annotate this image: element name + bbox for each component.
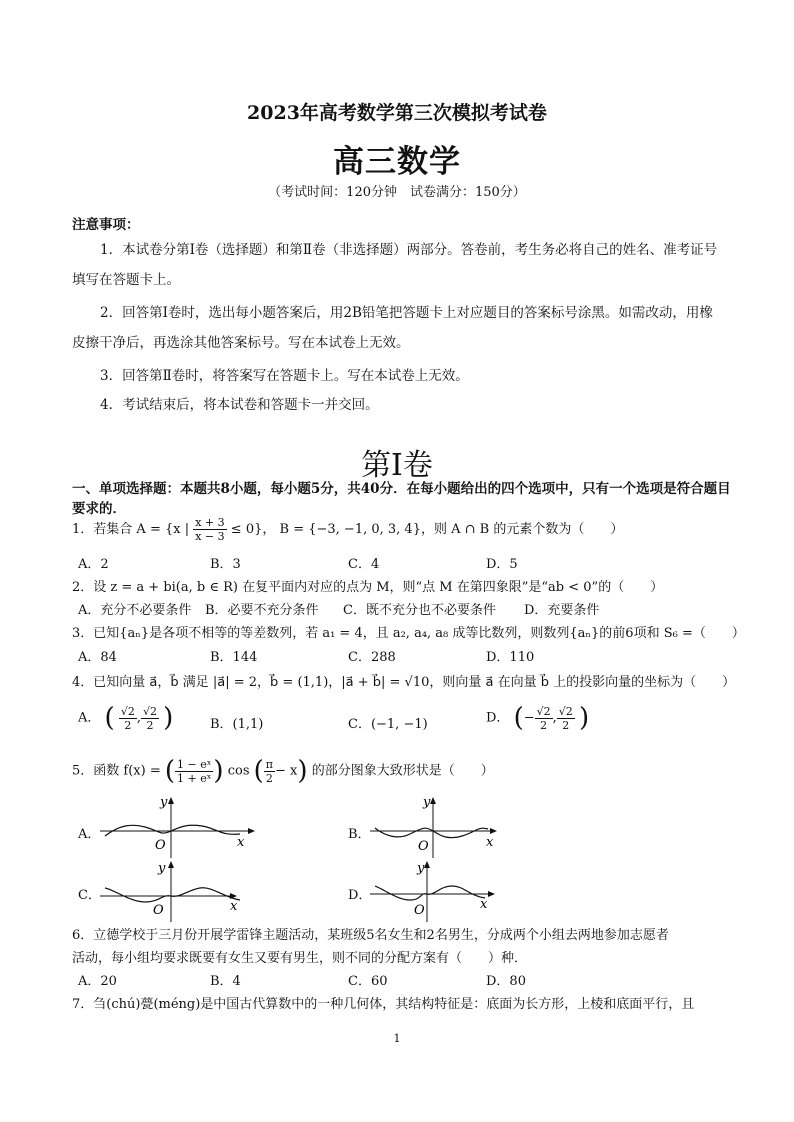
paren-open: (: [164, 756, 176, 786]
y-axis-arrow-icon: [424, 861, 430, 868]
graph-b: [370, 796, 530, 860]
q5-cos: cos: [227, 763, 250, 779]
paren-close: ): [578, 703, 590, 733]
y-label: y: [417, 861, 425, 876]
paren-close: ): [163, 703, 174, 733]
frac-den: 2: [146, 718, 154, 732]
q4-option-d: [486, 703, 589, 733]
exam-info: （考试时间：120分钟 试卷满分：150分）: [268, 185, 526, 200]
q6-option-d: D．80: [486, 974, 526, 989]
question-6-line-2: 活动，每小组均要求既要有女生又要有男生，则不同的分配方案有（ ）种．: [72, 951, 528, 966]
origin-label: O: [153, 903, 164, 918]
question-7: 7．刍(chú)甍(méng)是中国古代算数中的一种几何体，其结构特征是：底面为长方形，上棱和底面平行，且: [72, 997, 695, 1012]
question-6-line-1: 6．立德学校于三月份开展学雷锋主题活动，某班级5名女生和2名男生，分成两个小组去两地参加志愿者: [72, 928, 669, 943]
q1-option-b: B．3: [210, 557, 241, 572]
q6-option-b: B．4: [210, 974, 241, 989]
paren-open: (: [104, 703, 115, 733]
minus-sign: −: [523, 710, 535, 726]
y-label: y: [423, 796, 431, 810]
q4-opt-a-label: A．: [78, 710, 101, 726]
q4-a-frac2: [141, 705, 159, 732]
frac-den: 2: [562, 718, 570, 732]
graph-d-label: D．: [348, 888, 372, 903]
q3-option-b: B．144: [210, 650, 258, 665]
page-number: 1: [393, 1032, 401, 1045]
frac-num: √2: [142, 704, 157, 718]
q5-tail: 的部分图象大致形状是（ ）: [311, 763, 494, 779]
comma: ,: [552, 710, 557, 726]
q5-pi-frac: [264, 758, 275, 785]
q4-a-frac1: [119, 705, 137, 732]
graph-b-label: B．: [348, 827, 371, 842]
frac-num: √2: [536, 704, 551, 718]
q4-option-b: B．(1,1): [210, 717, 264, 732]
pi-den: 2: [265, 771, 273, 785]
exam-subtitle: 高三数学: [333, 144, 461, 180]
graph-a-label: A．: [78, 827, 101, 842]
q5-minus-x: − x: [275, 763, 298, 779]
graph-a: [100, 796, 260, 860]
y-axis-arrow-icon: [168, 861, 174, 868]
q2-option-b: B．必要不充分条件: [205, 603, 319, 618]
curve: [375, 886, 485, 900]
frac-den: 2: [540, 718, 548, 732]
q3-option-d: D．110: [486, 650, 535, 665]
paren-close: ): [297, 756, 308, 786]
x-axis-arrow-icon: [490, 828, 497, 834]
q6-option-a: A．20: [78, 974, 117, 989]
q5-frac-den: 1 + eˣ: [177, 771, 212, 785]
question-3: 3．已知{aₙ}是各项不相等的等差数列，若 a₁ = 4，且 a₂, a₄, a₈ 成等比数列，则数列{aₙ}的前6项和 S₆ =（ ）: [72, 626, 745, 641]
notice-heading: 注意事项：: [72, 217, 140, 233]
y-axis-arrow-icon: [168, 797, 174, 804]
origin-label: O: [155, 838, 166, 853]
paren-close: ): [213, 756, 224, 786]
frac-num: √2: [558, 704, 573, 718]
q4-d-frac1: [535, 705, 553, 732]
q1-option-d: D．5: [486, 557, 518, 572]
exam-title: 2023年高考数学第三次模拟考试卷: [247, 102, 547, 124]
q4-opt-d-label: D．: [486, 710, 510, 726]
x-axis-arrow-icon: [248, 828, 255, 834]
x-label: x: [480, 897, 488, 912]
q1-option-c: C．4: [348, 557, 380, 572]
q5-fraction: [175, 758, 213, 785]
q5-lead: 5．函数: [72, 763, 120, 779]
q1-set-a-lead: A = {x |: [136, 522, 190, 537]
question-2: 2．设 z = a + bi(a, b ∈ R) 在复平面内对应的点为 M，则“点 M 在第四象限”是“ab < 0”的（ ）: [72, 580, 664, 595]
origin-label: O: [418, 839, 429, 854]
graph-c-label: C．: [78, 888, 101, 903]
q4-d-frac2: [557, 705, 575, 732]
graph-d: [370, 860, 530, 924]
frac-den: 2: [124, 718, 132, 732]
notice-item-4: 4．考试结束后，将本试卷和答题卡一并交回。: [100, 397, 379, 413]
q1-frac-num: x + 3: [195, 516, 225, 529]
pi-num: π: [265, 757, 274, 771]
graph-c: [100, 860, 260, 924]
paren-open: (: [513, 703, 524, 733]
y-label: y: [158, 861, 166, 876]
q1-fraction: [193, 516, 226, 543]
q2-option-a: A．充分不必要条件: [78, 603, 192, 618]
q1-prefix: 1．若集合: [72, 522, 133, 537]
comma: ,: [136, 710, 141, 726]
notice-item-3: 3．回答第Ⅱ卷时，将答案写在答题卡上。写在本试卷上无效。: [100, 368, 469, 384]
q1-option-a: A．2: [78, 557, 109, 572]
q1-set-a-tail: ≤ 0}，: [230, 522, 276, 537]
question-1: [72, 516, 623, 543]
q4-option-c: C．(−1, −1): [348, 717, 428, 732]
paren-open: (: [253, 756, 264, 786]
question-5: [72, 756, 494, 786]
notice-item-2: 2．回答第Ⅰ卷时，选出每小题答案后，用2B铅笔把答题卡上对应题目的答案标号涂黑。如需改动，用橡皮擦干净后，再选涂其他答案标号。写在本试卷上无效。: [72, 305, 713, 351]
x-label: x: [486, 835, 494, 850]
y-axis-arrow-icon: [430, 797, 436, 804]
q3-option-a: A．84: [78, 650, 117, 665]
q5-frac-num: 1 − eˣ: [177, 757, 212, 771]
x-axis-arrow-icon: [488, 891, 495, 897]
x-label: x: [230, 899, 238, 914]
q2-option-c: C．既不充分也不必要条件: [343, 603, 496, 618]
q1-frac-den: x − 3: [195, 530, 225, 543]
q1-rest: B = {−3, −1, 0, 3, 4}，则 A ∩ B 的元素个数为（ ）: [279, 522, 624, 537]
q3-option-c: C．288: [348, 650, 396, 665]
y-label: y: [160, 796, 168, 810]
frac-num: √2: [120, 704, 135, 718]
curve: [105, 888, 240, 902]
q4-option-a: [78, 703, 173, 733]
q5-fx: f(x) =: [123, 763, 161, 779]
section-title: 第Ⅰ卷: [361, 448, 433, 483]
q2-option-d: D．充要条件: [524, 603, 600, 618]
notice-item-1: 1．本试卷分第Ⅰ卷（选择题）和第Ⅱ卷（非选择题）两部分。答卷前，考生务必将自己的姓名、准考证号填写在答题卡上。: [72, 242, 718, 288]
q6-option-c: C．60: [348, 974, 388, 989]
part-one-instructions: 一、单项选择题：本题共8小题，每小题5分，共40分．在每小题给出的四个选项中，只有一个选项是符合题目要求的．: [72, 481, 731, 517]
question-4: 4．已知向量 a⃗，b⃗ 满足 |a⃗| = 2，b⃗ = (1,1)，|a⃗ + b⃗| = √10，则向量 a⃗ 在向量 b⃗ 上的投影向量的坐标为（ ）: [72, 675, 736, 690]
origin-label: O: [414, 903, 425, 918]
x-label: x: [237, 835, 245, 850]
curve: [375, 828, 488, 838]
